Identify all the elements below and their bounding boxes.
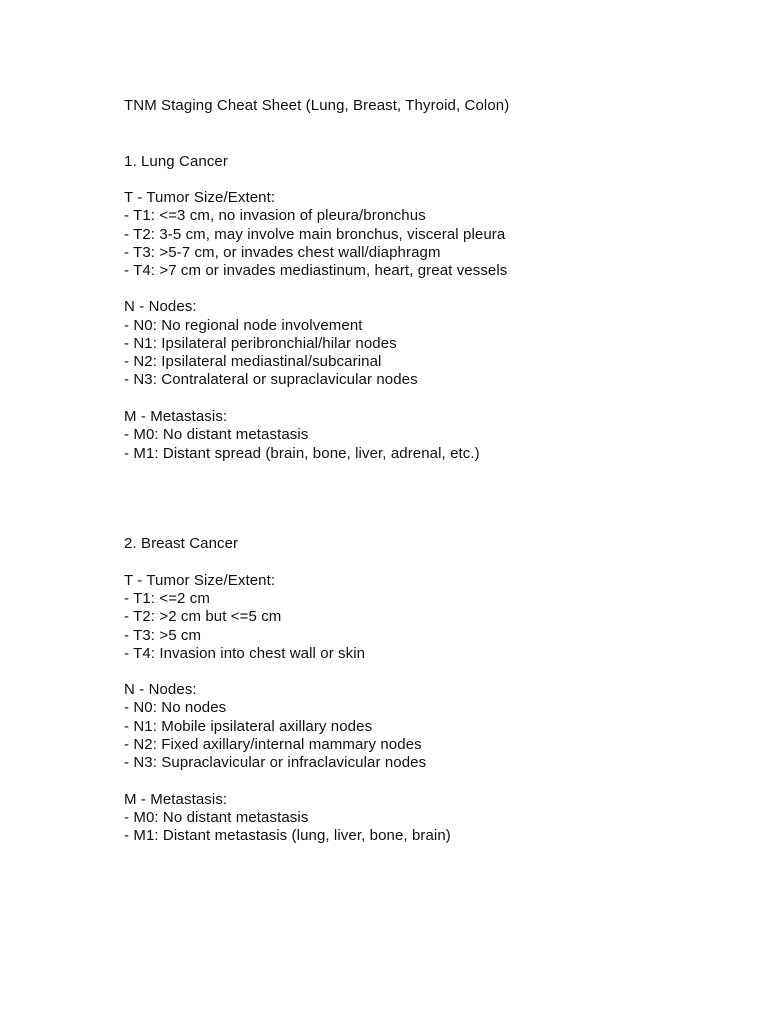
lung-t-heading: T - Tumor Size/Extent: <box>124 189 276 206</box>
lung-n-item: - N2: Ipsilateral mediastinal/subcarinal <box>124 353 382 370</box>
lung-n-item: - N0: No regional node involvement <box>124 317 363 334</box>
lung-n-item: - N1: Ipsilateral peribronchial/hilar nodes <box>124 335 397 352</box>
lung-m-heading: M - Metastasis: <box>124 408 228 425</box>
breast-n-item: - N1: Mobile ipsilateral axillary nodes <box>124 718 373 735</box>
breast-t-item: - T1: <=2 cm <box>124 590 210 607</box>
document-title: TNM Staging Cheat Sheet (Lung, Breast, Thyroid, Colon) <box>124 97 510 114</box>
breast-m-heading: M - Metastasis: <box>124 791 228 808</box>
lung-t-item: - T2: 3-5 cm, may involve main bronchus, visceral pleura <box>124 226 506 243</box>
section-heading-lung: 1. Lung Cancer <box>124 153 228 170</box>
breast-n-item: - N3: Supraclavicular or infraclavicular nodes <box>124 754 427 771</box>
breast-t-item: - T4: Invasion into chest wall or skin <box>124 645 366 662</box>
breast-t-item: - T2: >2 cm but <=5 cm <box>124 608 282 625</box>
section-heading-breast: 2. Breast Cancer <box>124 535 239 552</box>
lung-m-item: - M0: No distant metastasis <box>124 426 309 443</box>
lung-t-item: - T3: >5-7 cm, or invades chest wall/diaphragm <box>124 244 441 261</box>
lung-t-item: - T4: >7 cm or invades mediastinum, heart, great vessels <box>124 262 508 279</box>
lung-t-item: - T1: <=3 cm, no invasion of pleura/bronchus <box>124 207 426 224</box>
breast-m-item: - M0: No distant metastasis <box>124 809 309 826</box>
breast-t-heading: T - Tumor Size/Extent: <box>124 572 276 589</box>
lung-m-item: - M1: Distant spread (brain, bone, liver, adrenal, etc.) <box>124 445 480 462</box>
breast-n-heading: N - Nodes: <box>124 681 197 698</box>
breast-t-item: - T3: >5 cm <box>124 627 202 644</box>
breast-n-item: - N0: No nodes <box>124 699 227 716</box>
lung-n-heading: N - Nodes: <box>124 298 197 315</box>
lung-n-item: - N3: Contralateral or supraclavicular nodes <box>124 371 418 388</box>
breast-m-item: - M1: Distant metastasis (lung, liver, bone, brain) <box>124 827 451 844</box>
breast-n-item: - N2: Fixed axillary/internal mammary nodes <box>124 736 422 753</box>
